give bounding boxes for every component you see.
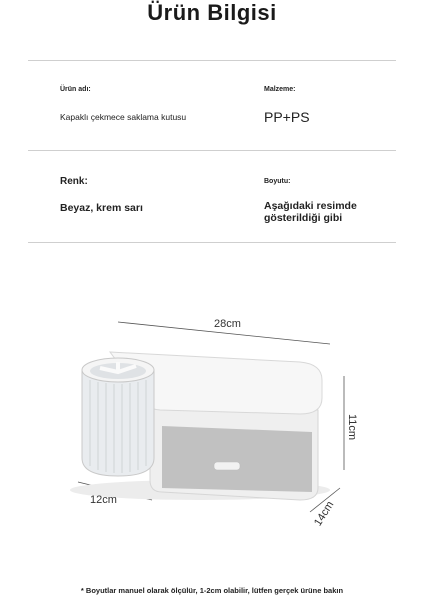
drawer-handle xyxy=(214,462,240,470)
product-illustration xyxy=(0,300,424,530)
depth-dimension-label: 14cm xyxy=(312,499,337,529)
size-label: Boyutu: xyxy=(264,178,291,185)
product-name-label: Ürün adı: xyxy=(60,86,91,93)
material-value: PP+PS xyxy=(264,109,310,125)
width-dimension-label: 28cm xyxy=(214,318,241,330)
size-value-line2: gösterildiği gibi xyxy=(264,212,343,224)
footnote: * Boyutlar manuel olarak ölçülür, 1-2cm olabilir, lütfen gerçek ürüne bakın xyxy=(80,586,344,595)
round-cup xyxy=(82,370,154,476)
divider xyxy=(28,60,396,61)
size-value-line1: Aşağıdaki resimde xyxy=(264,200,357,212)
color-label: Renk: xyxy=(60,176,88,187)
color-value: Beyaz, krem sarı xyxy=(60,202,143,214)
height-dimension-label: 11cm xyxy=(346,414,358,441)
drawer xyxy=(162,426,312,492)
left-depth-dimension-label: 12cm xyxy=(90,494,117,506)
product-name-value: Kapaklı çekmece saklama kutusu xyxy=(60,112,187,122)
page-title: Ürün Bilgisi xyxy=(147,0,277,25)
material-label: Malzeme: xyxy=(264,86,296,93)
divider xyxy=(28,242,396,243)
divider xyxy=(28,150,396,151)
